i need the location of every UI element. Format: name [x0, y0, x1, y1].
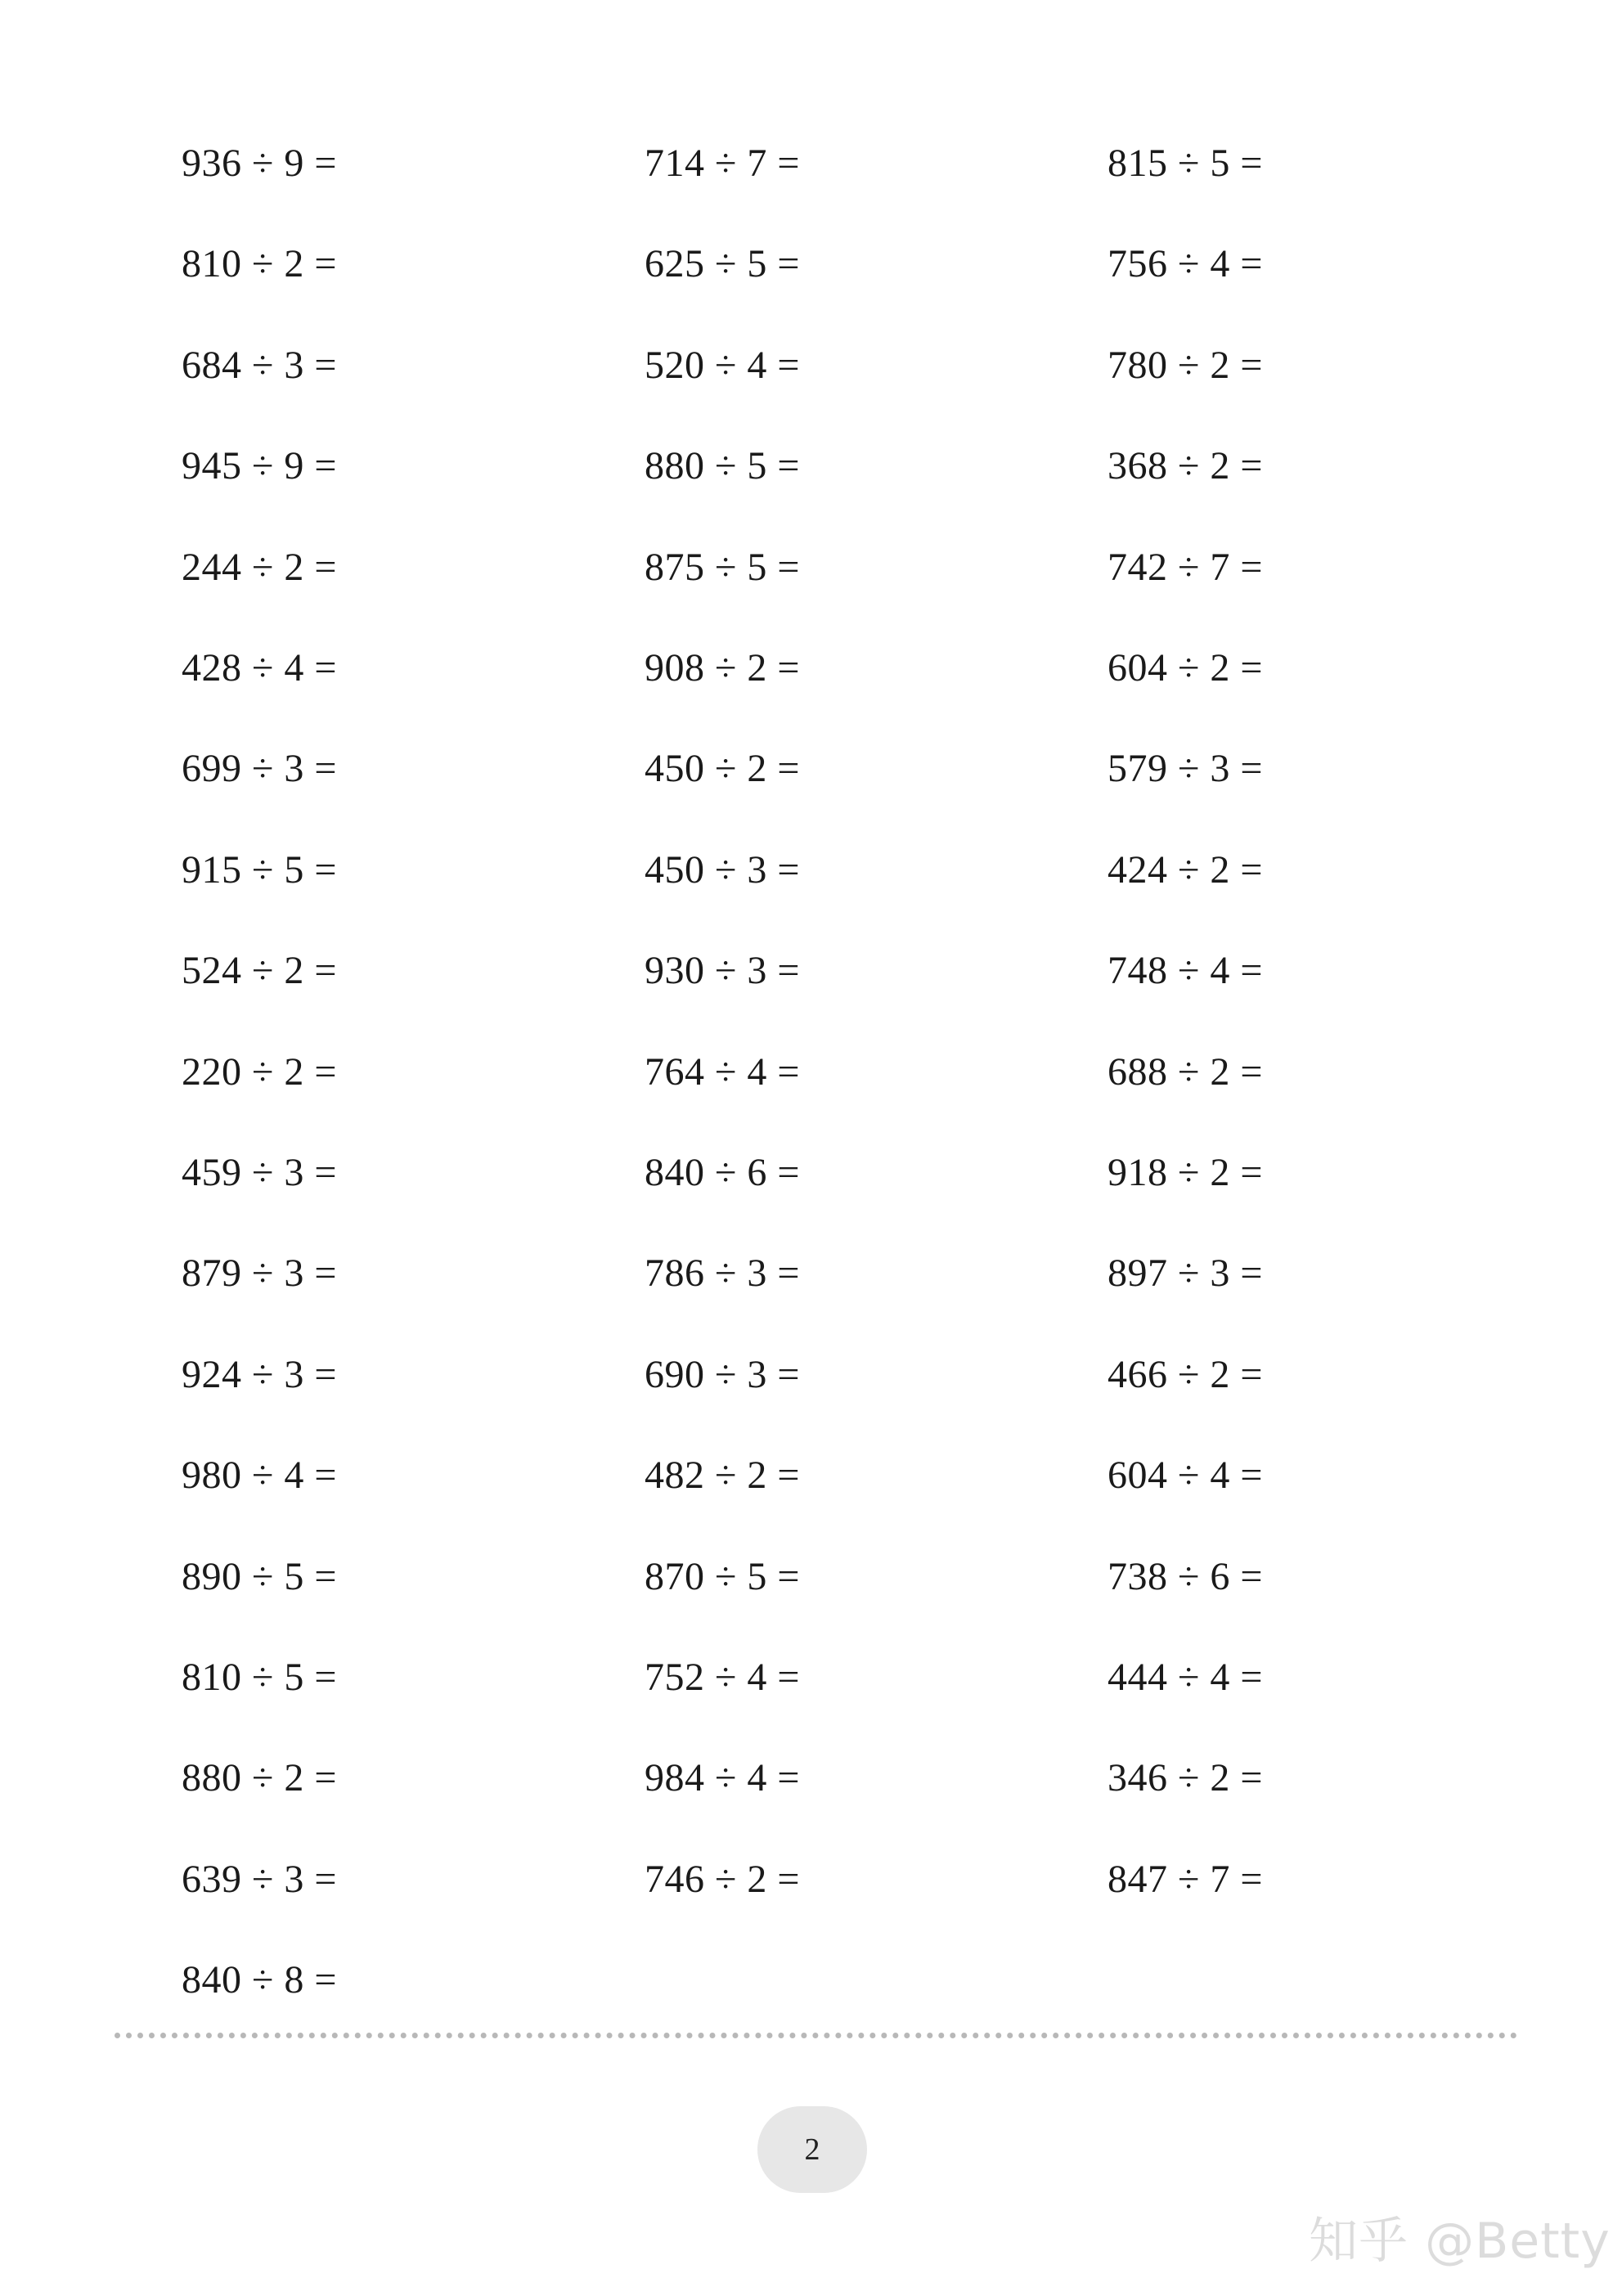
division-problem: 840 ÷ 6 = [645, 1151, 800, 1194]
division-problem: 936 ÷ 9 = [182, 142, 337, 185]
division-problem: 890 ÷ 5 = [182, 1555, 337, 1598]
division-problem: 918 ÷ 2 = [1108, 1151, 1263, 1194]
division-problem: 880 ÷ 2 = [182, 1756, 337, 1800]
division-problem: 424 ÷ 2 = [1108, 848, 1263, 892]
division-problem: 897 ÷ 3 = [1108, 1251, 1263, 1295]
division-problem: 880 ÷ 5 = [645, 444, 800, 488]
division-problem: 780 ÷ 2 = [1108, 344, 1263, 387]
division-problem: 738 ÷ 6 = [1108, 1555, 1263, 1598]
division-problem: 444 ÷ 4 = [1108, 1656, 1263, 1699]
dotted-divider [115, 2033, 1517, 2038]
division-problem: 714 ÷ 7 = [645, 142, 800, 185]
division-problem: 815 ÷ 5 = [1108, 142, 1263, 185]
division-problem: 690 ÷ 3 = [645, 1353, 800, 1396]
division-problem: 699 ÷ 3 = [182, 747, 337, 790]
division-problem: 752 ÷ 4 = [645, 1656, 800, 1699]
division-problem: 810 ÷ 2 = [182, 242, 337, 285]
division-problem: 450 ÷ 2 = [645, 747, 800, 790]
division-problem: 746 ÷ 2 = [645, 1858, 800, 1901]
page-number-badge [757, 2106, 867, 2193]
division-problem: 244 ÷ 2 = [182, 546, 337, 589]
division-problem: 764 ÷ 4 = [645, 1050, 800, 1094]
division-problem: 748 ÷ 4 = [1108, 949, 1263, 992]
division-problem: 915 ÷ 5 = [182, 848, 337, 892]
division-problem: 924 ÷ 3 = [182, 1353, 337, 1396]
division-problem: 604 ÷ 2 = [1108, 646, 1263, 690]
division-problem: 810 ÷ 5 = [182, 1656, 337, 1699]
division-problem: 908 ÷ 2 = [645, 646, 800, 690]
division-problem: 450 ÷ 3 = [645, 848, 800, 892]
division-problem: 875 ÷ 5 = [645, 546, 800, 589]
division-problem: 742 ÷ 7 = [1108, 546, 1263, 589]
division-problem: 879 ÷ 3 = [182, 1251, 337, 1295]
division-problem: 840 ÷ 8 = [182, 1958, 337, 2002]
division-problem: 625 ÷ 5 = [645, 242, 800, 285]
division-problem: 786 ÷ 3 = [645, 1251, 800, 1295]
division-problem: 520 ÷ 4 = [645, 344, 800, 387]
division-problem: 459 ÷ 3 = [182, 1151, 337, 1194]
division-problem: 847 ÷ 7 = [1108, 1858, 1263, 1901]
division-problem: 945 ÷ 9 = [182, 444, 337, 488]
division-problem: 870 ÷ 5 = [645, 1555, 800, 1598]
division-problem: 346 ÷ 2 = [1108, 1756, 1263, 1800]
division-problem: 688 ÷ 2 = [1108, 1050, 1263, 1094]
division-problem: 930 ÷ 3 = [645, 949, 800, 992]
division-problem: 428 ÷ 4 = [182, 646, 337, 690]
division-problem: 604 ÷ 4 = [1108, 1454, 1263, 1497]
division-problem: 466 ÷ 2 = [1108, 1353, 1263, 1396]
division-problem: 220 ÷ 2 = [182, 1050, 337, 1094]
division-problem: 639 ÷ 3 = [182, 1858, 337, 1901]
watermark-text: 知乎 @Betty [1309, 2213, 1611, 2270]
division-problem: 579 ÷ 3 = [1108, 747, 1263, 790]
division-problem: 756 ÷ 4 = [1108, 242, 1263, 285]
division-problem: 524 ÷ 2 = [182, 949, 337, 992]
division-problem: 984 ÷ 4 = [645, 1756, 800, 1800]
division-problem: 482 ÷ 2 = [645, 1454, 800, 1497]
division-problem: 368 ÷ 2 = [1108, 444, 1263, 488]
division-problem: 980 ÷ 4 = [182, 1454, 337, 1497]
division-problem: 684 ÷ 3 = [182, 344, 337, 387]
page-number: 2 [804, 2132, 820, 2167]
